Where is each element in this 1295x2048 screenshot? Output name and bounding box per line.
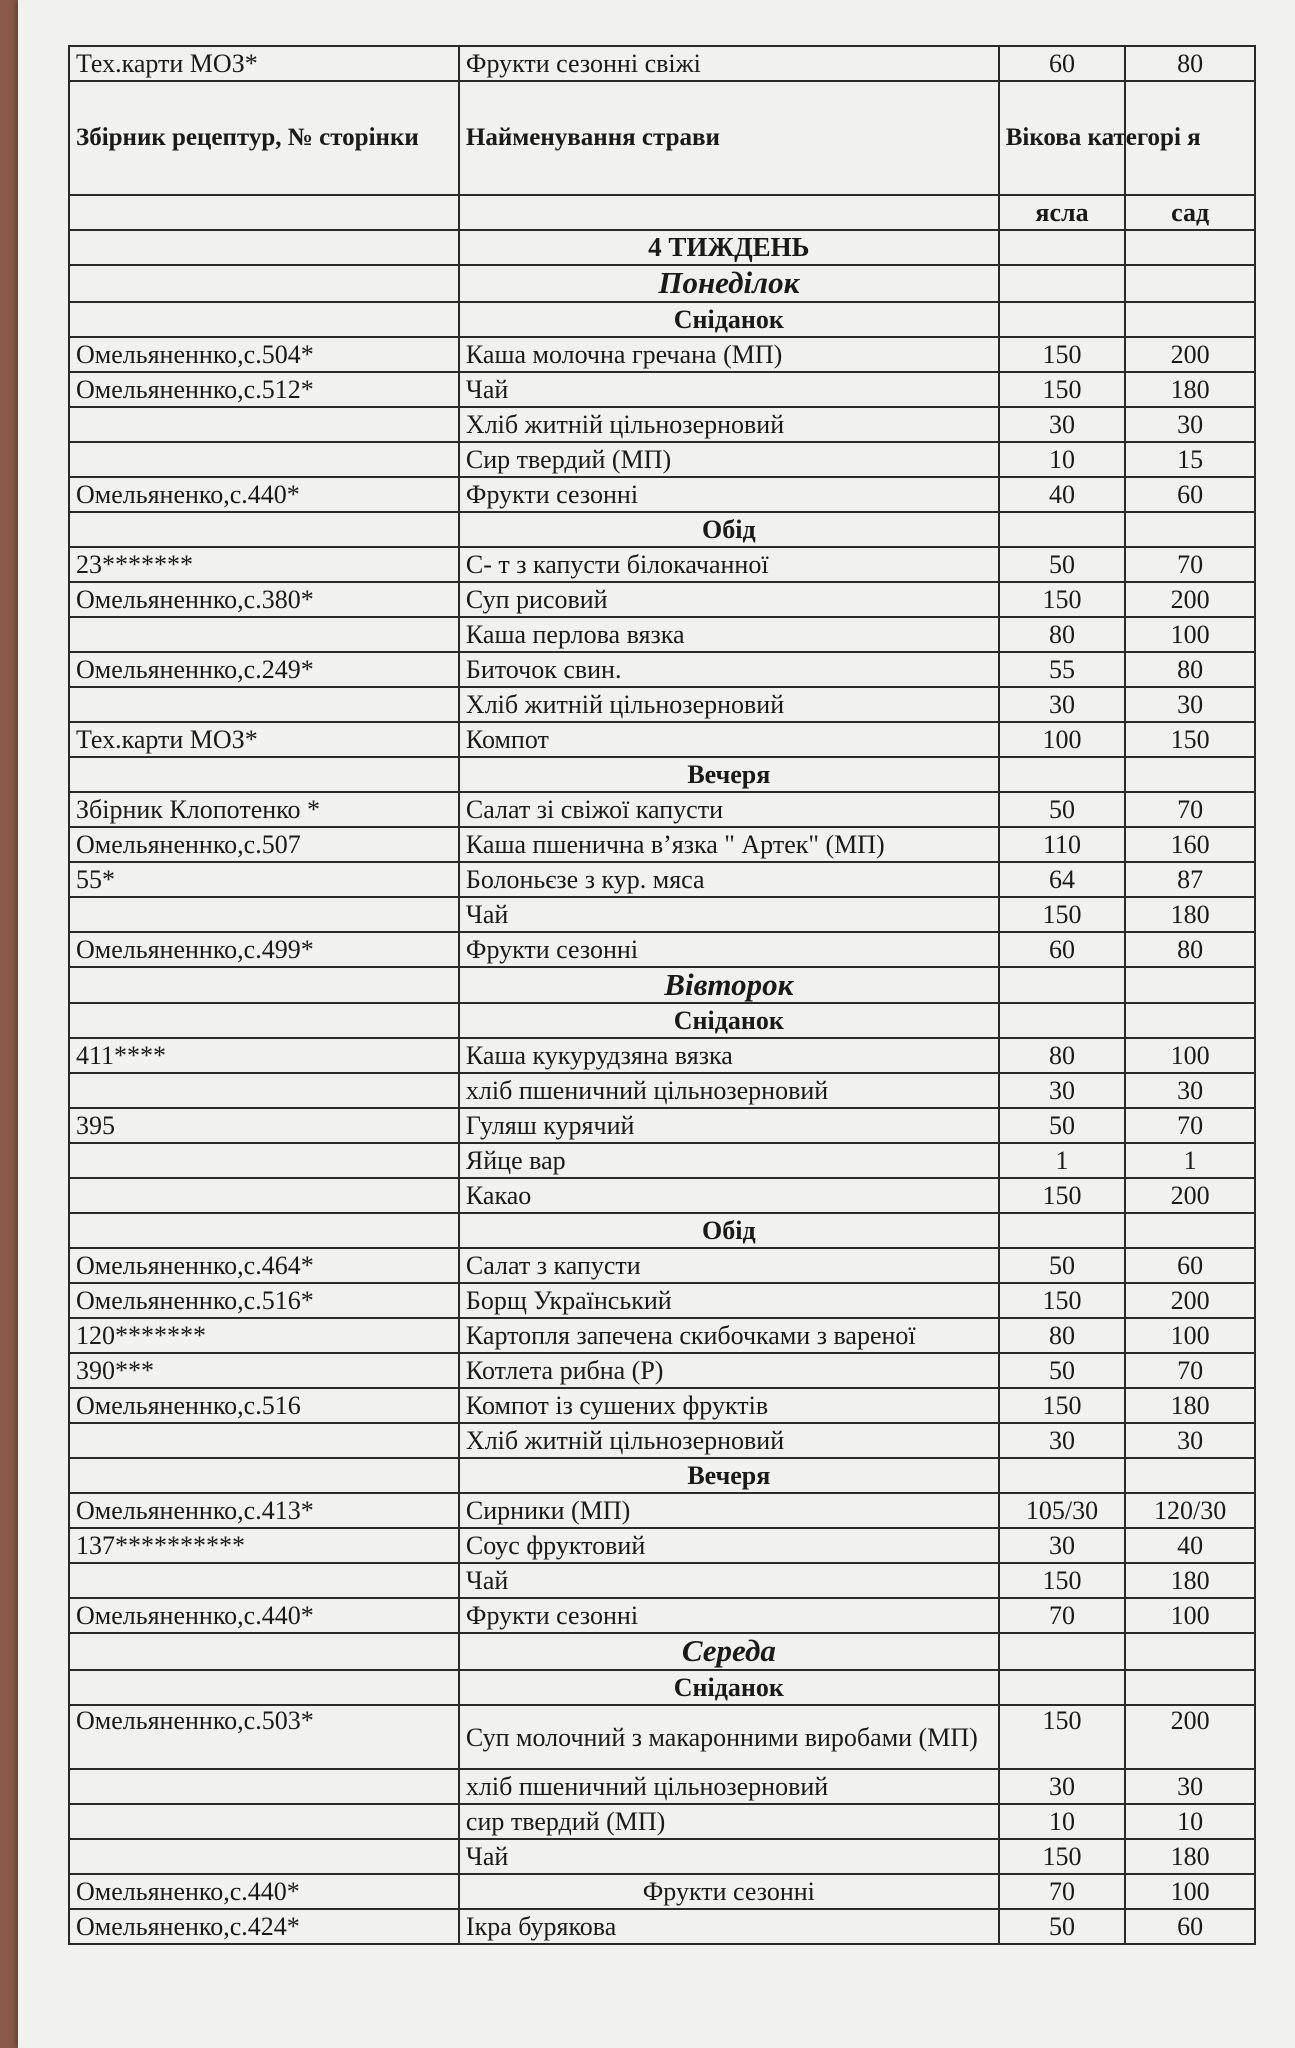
cell-dish: Соус фруктовий	[459, 1528, 999, 1563]
empty-cell	[69, 230, 459, 265]
empty-cell	[69, 1213, 459, 1248]
meal-title-row	[69, 1670, 1255, 1705]
empty-cell	[999, 757, 1126, 792]
table-row	[69, 1283, 1255, 1318]
cell-dish: Салат зі свіжої капусти	[459, 792, 999, 827]
empty-cell	[1125, 1633, 1255, 1670]
cell-source: 411****	[69, 1038, 459, 1073]
cell-nursery: 150	[999, 337, 1126, 372]
top-row	[69, 46, 1255, 81]
meal-title: Сніданок	[459, 1003, 999, 1038]
cell-source: 390***	[69, 1353, 459, 1388]
cell-source: Омельяненнко,с.516	[69, 1388, 459, 1423]
cell-nursery: 1	[999, 1143, 1126, 1178]
cell-dish: Салат з капусти	[459, 1248, 999, 1283]
cell-nursery: 150	[999, 1388, 1126, 1423]
cell-nursery: 50	[999, 792, 1126, 827]
cell-kindergarten: 30	[1125, 1423, 1255, 1458]
cell-nursery: 150	[999, 897, 1126, 932]
cell-nursery: 50	[999, 1909, 1126, 1944]
cell-dish: Каша перлова вязка	[459, 617, 999, 652]
cell-dish: Фрукти сезонні	[459, 1598, 999, 1633]
cell-kindergarten: 100	[1125, 1598, 1255, 1633]
cell-source: Омельяненнко,с.503*	[69, 1705, 459, 1769]
cell-source: Омельяненнко,с.504*	[69, 337, 459, 372]
cell-kindergarten: 180	[1125, 1563, 1255, 1598]
empty-cell	[1125, 967, 1255, 1004]
cell-kindergarten: 180	[1125, 897, 1255, 932]
cell-kindergarten: 120/30	[1125, 1493, 1255, 1528]
empty-cell	[69, 1670, 459, 1705]
cell-dish: Хліб житній цільнозерновий	[459, 1423, 999, 1458]
cell-source	[69, 1073, 459, 1108]
cell-dish: Компот із сушених фруктів	[459, 1388, 999, 1423]
cell-source: 55*	[69, 862, 459, 897]
table-row	[69, 1353, 1255, 1388]
col-header-kindergarten: сад	[1125, 195, 1255, 230]
table-row	[69, 407, 1255, 442]
meal-title: Вечеря	[459, 757, 999, 792]
table-row	[69, 1839, 1255, 1874]
cell-source	[69, 1804, 459, 1839]
meal-title-row	[69, 1458, 1255, 1493]
cell-dish: хліб пшеничний цільнозерновий	[459, 1769, 999, 1804]
table-row	[69, 1143, 1255, 1178]
table-row	[69, 687, 1255, 722]
cell-kindergarten: 30	[1125, 1073, 1255, 1108]
empty-cell	[69, 1003, 459, 1038]
cell-dish: Борщ Український	[459, 1283, 999, 1318]
empty-cell	[69, 1633, 459, 1670]
cell-kindergarten: 70	[1125, 1108, 1255, 1143]
cell-dish: хліб пшеничний цільнозерновий	[459, 1073, 999, 1108]
cell-nursery: 110	[999, 827, 1126, 862]
day-title: Понеділок	[459, 265, 999, 302]
cell-source: Тех.карти МОЗ*	[69, 46, 459, 81]
meal-title: Сніданок	[459, 1670, 999, 1705]
cell-source	[69, 1563, 459, 1598]
cell-kindergarten: 70	[1125, 792, 1255, 827]
cell-dish: Чай	[459, 1839, 999, 1874]
cell-source: 395	[69, 1108, 459, 1143]
cell-nursery: 80	[999, 1318, 1126, 1353]
empty-cell	[999, 265, 1126, 302]
cell-kindergarten: 80	[1125, 652, 1255, 687]
table-row	[69, 477, 1255, 512]
table-row	[69, 827, 1255, 862]
cell-source	[69, 1839, 459, 1874]
cell-dish: Яйце вар	[459, 1143, 999, 1178]
day-title: Вівторок	[459, 967, 999, 1004]
empty-cell	[999, 967, 1126, 1004]
cell-kindergarten: 1	[1125, 1143, 1255, 1178]
cell-source: 120*******	[69, 1318, 459, 1353]
table-row	[69, 1318, 1255, 1353]
cell-nursery: 40	[999, 477, 1126, 512]
cell-kindergarten: 160	[1125, 827, 1255, 862]
empty-cell	[459, 195, 999, 230]
cell-kindergarten: 200	[1125, 1283, 1255, 1318]
meal-title-row	[69, 1213, 1255, 1248]
col-header-age: Вікова категорі я	[999, 81, 1126, 195]
cell-source: Збірник Клопотенко *	[69, 792, 459, 827]
paper-sheet	[18, 0, 1295, 2048]
cell-source: Омельяненко,с.440*	[69, 1874, 459, 1909]
cell-source: 23*******	[69, 547, 459, 582]
week-row	[69, 230, 1255, 265]
empty-cell	[999, 1670, 1126, 1705]
cell-source: Омельяненнко,с.499*	[69, 932, 459, 967]
cell-source: Омельяненнко,с.249*	[69, 652, 459, 687]
table-row	[69, 1073, 1255, 1108]
day-title-row	[69, 1633, 1255, 1670]
cell-kindergarten: 30	[1125, 407, 1255, 442]
cell-nursery: 70	[999, 1598, 1126, 1633]
cell-nursery: 100	[999, 722, 1126, 757]
cell-dish: Котлета рибна (Р)	[459, 1353, 999, 1388]
day-title: Середа	[459, 1633, 999, 1670]
cell-source: Омельяненнко,с.380*	[69, 582, 459, 617]
cell-source: Омельяненнко,с.413*	[69, 1493, 459, 1528]
empty-cell	[999, 512, 1126, 547]
cell-dish: Каша молочна гречана (МП)	[459, 337, 999, 372]
cell-source	[69, 1769, 459, 1804]
cell-kindergarten: 87	[1125, 862, 1255, 897]
empty-cell	[69, 265, 459, 302]
empty-cell	[69, 757, 459, 792]
table-row	[69, 617, 1255, 652]
table-row	[69, 1705, 1255, 1769]
cell-kindergarten: 70	[1125, 547, 1255, 582]
cell-kindergarten: 60	[1125, 1248, 1255, 1283]
menu-table	[68, 45, 1256, 1945]
cell-dish: Биточок свин.	[459, 652, 999, 687]
cell-dish: Фрукти сезонні	[459, 932, 999, 967]
cell-nursery: 150	[999, 1563, 1126, 1598]
cell-kindergarten: 100	[1125, 1874, 1255, 1909]
week-title: 4 ТИЖДЕНЬ	[459, 230, 999, 265]
cell-kindergarten: 200	[1125, 1178, 1255, 1213]
cell-kindergarten: 30	[1125, 687, 1255, 722]
cell-dish: Хліб житній цільнозерновий	[459, 407, 999, 442]
day-title-row	[69, 265, 1255, 302]
cell-kindergarten: 30	[1125, 1769, 1255, 1804]
empty-cell	[1125, 265, 1255, 302]
cell-nursery: 10	[999, 442, 1126, 477]
cell-dish: Болоньєзе з кур. мяса	[459, 862, 999, 897]
cell-nursery: 70	[999, 1874, 1126, 1909]
table-row	[69, 932, 1255, 967]
empty-cell	[999, 1003, 1126, 1038]
cell-kindergarten: 80	[1125, 932, 1255, 967]
empty-cell	[999, 1458, 1126, 1493]
cell-dish: Ікра бурякова	[459, 1909, 999, 1944]
cell-dish: Суп рисовий	[459, 582, 999, 617]
col-header-source: Збірник рецептур, № сторінки	[69, 81, 459, 195]
table-row	[69, 1108, 1255, 1143]
table-row	[69, 862, 1255, 897]
meal-title: Обід	[459, 1213, 999, 1248]
cell-source	[69, 617, 459, 652]
table-row	[69, 1423, 1255, 1458]
cell-nursery: 60	[999, 932, 1126, 967]
cell-dish: Хліб житній цільнозерновий	[459, 687, 999, 722]
cell-source: Омельяненнко,с.516*	[69, 1283, 459, 1318]
cell-kindergarten: 150	[1125, 722, 1255, 757]
empty-cell	[69, 512, 459, 547]
cell-dish: Фрукти сезонні свіжі	[459, 46, 999, 81]
cell-nursery: 30	[999, 1423, 1126, 1458]
cell-source	[69, 1143, 459, 1178]
empty-cell	[1125, 1003, 1255, 1038]
cell-kindergarten: 180	[1125, 1839, 1255, 1874]
table-row	[69, 1769, 1255, 1804]
cell-nursery: 105/30	[999, 1493, 1126, 1528]
empty-cell	[1125, 757, 1255, 792]
table-row	[69, 897, 1255, 932]
meal-title-row	[69, 302, 1255, 337]
cell-kindergarten: 60	[1125, 477, 1255, 512]
meal-title-row	[69, 1003, 1255, 1038]
menu-table-body	[69, 46, 1255, 1944]
age-subheader-row	[69, 195, 1255, 230]
empty-cell	[1125, 1213, 1255, 1248]
cell-nursery: 10	[999, 1804, 1126, 1839]
cell-kindergarten: 15	[1125, 442, 1255, 477]
cell-dish: Гуляш курячий	[459, 1108, 999, 1143]
cell-dish: сир твердий (МП)	[459, 1804, 999, 1839]
cell-nursery: 150	[999, 372, 1126, 407]
table-row	[69, 1178, 1255, 1213]
cell-dish: Чай	[459, 1563, 999, 1598]
empty-cell	[69, 195, 459, 230]
empty-cell	[69, 967, 459, 1004]
table-row	[69, 722, 1255, 757]
empty-cell	[999, 1213, 1126, 1248]
meal-title: Сніданок	[459, 302, 999, 337]
cell-dish: Картопля запечена скибочками з вареної	[459, 1318, 999, 1353]
meal-title: Обід	[459, 512, 999, 547]
column-header-row	[69, 81, 1255, 195]
cell-source	[69, 1423, 459, 1458]
cell-nursery: 50	[999, 1248, 1126, 1283]
cell-nursery: 150	[999, 1839, 1126, 1874]
cell-nursery: 30	[999, 1769, 1126, 1804]
cell-dish: Сирники (МП)	[459, 1493, 999, 1528]
cell-kindergarten: 100	[1125, 1318, 1255, 1353]
empty-cell	[1125, 302, 1255, 337]
table-row	[69, 372, 1255, 407]
empty-cell	[1125, 1670, 1255, 1705]
cell-source	[69, 897, 459, 932]
cell-dish: Суп молочний з макаронними виробами (МП)	[459, 1705, 999, 1769]
cell-source: Омельяненко,с.424*	[69, 1909, 459, 1944]
cell-dish: Каша пшенична в’язка " Артек" (МП)	[459, 827, 999, 862]
cell-dish: Чай	[459, 897, 999, 932]
table-row	[69, 1528, 1255, 1563]
empty-cell	[1125, 1458, 1255, 1493]
cell-kindergarten: 10	[1125, 1804, 1255, 1839]
table-row	[69, 1563, 1255, 1598]
empty-cell	[1125, 512, 1255, 547]
cell-nursery: 60	[999, 46, 1126, 81]
cell-dish: Сир твердий (МП)	[459, 442, 999, 477]
table-row	[69, 337, 1255, 372]
cell-nursery: 150	[999, 582, 1126, 617]
meal-title-row	[69, 757, 1255, 792]
cell-nursery: 150	[999, 1705, 1126, 1769]
cell-nursery: 30	[999, 1073, 1126, 1108]
cell-nursery: 64	[999, 862, 1126, 897]
col-header-dish: Найменування страви	[459, 81, 999, 195]
table-row	[69, 652, 1255, 687]
table-row	[69, 547, 1255, 582]
cell-nursery: 80	[999, 617, 1126, 652]
cell-source	[69, 1178, 459, 1213]
cell-source: Омельяненнко,с.464*	[69, 1248, 459, 1283]
cell-kindergarten: 80	[1125, 46, 1255, 81]
cell-nursery: 50	[999, 547, 1126, 582]
table-row	[69, 1388, 1255, 1423]
cell-nursery: 55	[999, 652, 1126, 687]
empty-cell	[69, 302, 459, 337]
table-row	[69, 582, 1255, 617]
cell-kindergarten: 200	[1125, 337, 1255, 372]
cell-kindergarten: 100	[1125, 617, 1255, 652]
table-row	[69, 1598, 1255, 1633]
cell-dish: Фрукти сезонні	[459, 477, 999, 512]
table-row	[69, 1804, 1255, 1839]
cell-source	[69, 687, 459, 722]
cell-source: Омельяненнко,с.507	[69, 827, 459, 862]
cell-nursery: 150	[999, 1283, 1126, 1318]
day-title-row	[69, 967, 1255, 1004]
cell-kindergarten: 40	[1125, 1528, 1255, 1563]
table-row	[69, 1493, 1255, 1528]
cell-kindergarten: 60	[1125, 1909, 1255, 1944]
cell-nursery: 50	[999, 1353, 1126, 1388]
cell-source: Омельяненнко,с.440*	[69, 1598, 459, 1633]
meal-title-row	[69, 512, 1255, 547]
table-row	[69, 1038, 1255, 1073]
table-row	[69, 1874, 1255, 1909]
cell-nursery: 80	[999, 1038, 1126, 1073]
table-row	[69, 442, 1255, 477]
cell-source: Омельяненнко,с.512*	[69, 372, 459, 407]
cell-kindergarten: 70	[1125, 1353, 1255, 1388]
empty-cell	[69, 1458, 459, 1493]
table-row	[69, 1909, 1255, 1944]
cell-source: Омельяненко,с.440*	[69, 477, 459, 512]
empty-cell	[1125, 230, 1255, 265]
cell-dish: Фрукти сезонні	[459, 1874, 999, 1909]
cell-dish: С- т з капусти білокачанної	[459, 547, 999, 582]
cell-nursery: 30	[999, 1528, 1126, 1563]
cell-kindergarten: 180	[1125, 372, 1255, 407]
cell-kindergarten: 100	[1125, 1038, 1255, 1073]
cell-dish: Какао	[459, 1178, 999, 1213]
cell-nursery: 150	[999, 1178, 1126, 1213]
cell-source: 137**********	[69, 1528, 459, 1563]
cell-nursery: 30	[999, 407, 1126, 442]
cell-dish: Компот	[459, 722, 999, 757]
cell-source	[69, 442, 459, 477]
meal-title: Вечеря	[459, 1458, 999, 1493]
empty-cell	[999, 1633, 1126, 1670]
cell-dish: Каша кукурудзяна вязка	[459, 1038, 999, 1073]
cell-source: Тех.карти МОЗ*	[69, 722, 459, 757]
cell-dish: Чай	[459, 372, 999, 407]
cell-nursery: 30	[999, 687, 1126, 722]
cell-kindergarten: 180	[1125, 1388, 1255, 1423]
cell-kindergarten: 200	[1125, 582, 1255, 617]
cell-nursery: 50	[999, 1108, 1126, 1143]
col-header-nursery: ясла	[999, 195, 1126, 230]
cell-kindergarten: 200	[1125, 1705, 1255, 1769]
empty-cell	[999, 302, 1126, 337]
empty-cell	[999, 230, 1126, 265]
table-row	[69, 1248, 1255, 1283]
table-row	[69, 792, 1255, 827]
cell-source	[69, 407, 459, 442]
